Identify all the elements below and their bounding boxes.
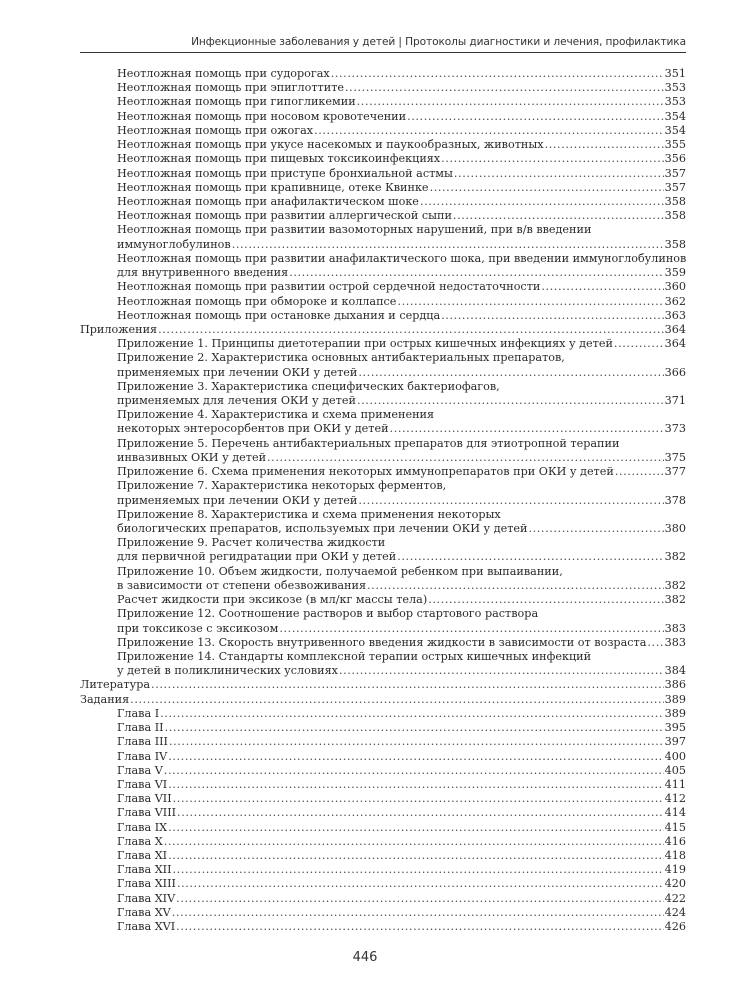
toc-entry-title: Глава XI xyxy=(117,849,168,863)
toc-entry-title: Глава III xyxy=(117,735,168,749)
toc-entry-title: Глава VI xyxy=(117,777,168,791)
dot-leader xyxy=(168,778,663,792)
toc-entry-page: 357 xyxy=(664,166,686,180)
dot-leader xyxy=(177,806,664,820)
toc-entry[interactable] xyxy=(80,124,686,138)
dot-leader xyxy=(345,81,664,95)
toc-entry-page: 420 xyxy=(664,877,686,891)
dot-leader xyxy=(168,750,663,764)
table-of-contents xyxy=(80,67,686,934)
toc-entry-title: Неотложная помощь при судорогах xyxy=(117,67,330,80)
dot-leader xyxy=(331,67,664,81)
toc-entry[interactable] xyxy=(80,152,686,166)
toc-entry-title: Глава VII xyxy=(117,792,172,806)
dot-leader xyxy=(160,707,664,721)
toc-entry-title: Неотложная помощь при носовом кровотечении xyxy=(117,109,407,123)
toc-entry-title: Неотложная помощь при остановке дыхания и сердца xyxy=(117,308,441,322)
toc-entry-page: 395 xyxy=(664,721,686,735)
toc-entry-title: Неотложная помощь при развитии аллергической сыпи xyxy=(117,209,452,223)
toc-entry-page: 422 xyxy=(664,891,686,905)
toc-entry-title: для внутривенного введения xyxy=(117,266,289,280)
toc-entry-leader-row xyxy=(117,195,686,209)
toc-entry[interactable] xyxy=(80,465,686,479)
toc-entry-leader-row xyxy=(117,735,686,749)
toc-entry[interactable] xyxy=(80,863,686,877)
toc-entry-leader-row xyxy=(117,451,686,465)
toc-entry-leader-row xyxy=(80,693,686,707)
toc-entry[interactable] xyxy=(80,764,686,778)
toc-entry-page: 424 xyxy=(664,905,686,919)
toc-entry[interactable] xyxy=(80,536,686,564)
dot-leader xyxy=(169,735,664,749)
toc-entry[interactable] xyxy=(80,750,686,764)
toc-entry[interactable] xyxy=(80,565,686,593)
dot-leader xyxy=(428,593,663,607)
toc-entry-title: Неотложная помощь при приступе бронхиальной астмы xyxy=(117,166,453,180)
toc-entry-title: Приложение 6. Схема применения некоторых иммунопрепаратов при ОКИ у детей xyxy=(117,465,614,479)
toc-entry-page: 383 xyxy=(664,621,686,635)
toc-entry-title-line: Приложение 2. Характеристика основных антибактериальных препаратов, xyxy=(117,351,565,365)
toc-entry-page: 354 xyxy=(664,123,686,137)
toc-entry-page: 364 xyxy=(664,322,686,336)
dot-leader xyxy=(397,295,663,309)
toc-entry-title: Неотложная помощь при обмороке и коллапсе xyxy=(117,294,397,308)
toc-entry-title-line: Приложение 3. Характеристика специфических бактериофагов, xyxy=(117,379,500,393)
dot-leader xyxy=(168,821,664,835)
toc-entry-leader-row xyxy=(117,138,686,152)
toc-entry[interactable] xyxy=(80,906,686,920)
dot-leader xyxy=(267,451,664,465)
toc-entry[interactable] xyxy=(80,380,686,408)
toc-entry-title-line: Приложение 7. Характеристика некоторых ферментов, xyxy=(117,479,447,493)
toc-entry-title: применяемых для лечения ОКИ у детей xyxy=(117,394,356,408)
toc-entry-title: Приложение 13. Скорость внутривенного введения жидкости в зависимости от возраста xyxy=(117,635,647,649)
toc-entry-title: Литература xyxy=(80,678,151,692)
toc-entry-page: 360 xyxy=(664,280,686,294)
toc-entry-page: 411 xyxy=(664,777,686,791)
toc-entry-leader-row xyxy=(117,95,686,109)
toc-entry-leader-row xyxy=(117,622,686,636)
toc-entry-leader-row xyxy=(117,124,686,138)
toc-entry-leader-row xyxy=(80,678,686,692)
toc-entry-leader-row xyxy=(117,465,686,479)
toc-entry-title-line: Приложение 14. Стандарты комплексной терапии острых кишечных инфекций xyxy=(117,649,592,663)
toc-entry-title: Глава XIII xyxy=(117,877,176,891)
toc-section-entry[interactable] xyxy=(80,678,686,692)
toc-entry-page: 373 xyxy=(664,422,686,436)
toc-entry-title: Глава XV xyxy=(117,905,171,919)
toc-entry-title-line: Неотложная помощь при развитии анафилактического шока, при введении иммуноглобулинов xyxy=(117,251,686,265)
toc-entry-title-line: Приложение 4. Характеристика и схема применения xyxy=(117,408,435,422)
toc-entry[interactable] xyxy=(80,67,686,81)
dot-leader xyxy=(164,764,664,778)
toc-entry-leader-row xyxy=(117,892,686,906)
toc-entry[interactable] xyxy=(80,792,686,806)
toc-entry-page: 416 xyxy=(664,834,686,848)
toc-entry-page: 397 xyxy=(664,735,686,749)
toc-entry-leader-row xyxy=(117,167,686,181)
toc-entry-leader-row xyxy=(117,209,686,223)
toc-entry-page: 380 xyxy=(664,522,686,535)
toc-entry[interactable] xyxy=(80,821,686,835)
toc-entry-leader-row xyxy=(117,337,686,351)
toc-entry-leader-row xyxy=(117,295,686,309)
toc-entry-title: Глава XII xyxy=(117,863,172,877)
toc-entry[interactable] xyxy=(80,835,686,849)
toc-entry[interactable] xyxy=(80,295,686,309)
toc-entry-leader-row xyxy=(117,67,686,81)
toc-entry[interactable] xyxy=(80,223,686,251)
toc-entry-leader-row xyxy=(117,806,686,820)
toc-entry-page: 382 xyxy=(664,550,686,564)
toc-entry-page: 377 xyxy=(664,465,686,479)
toc-entry-page: 353 xyxy=(664,95,686,109)
dot-leader xyxy=(232,238,664,252)
toc-entry-leader-row xyxy=(117,280,686,294)
toc-entry-title: Глава XIV xyxy=(117,891,176,905)
toc-entry[interactable] xyxy=(80,252,686,280)
toc-entry-leader-row xyxy=(117,110,686,124)
toc-entry-leader-row xyxy=(117,593,686,607)
toc-entry-leader-row xyxy=(117,835,686,849)
toc-entry-leader-row xyxy=(80,323,686,337)
toc-entry[interactable] xyxy=(80,209,686,223)
toc-entry-leader-row xyxy=(117,849,686,863)
toc-entry-leader-row xyxy=(117,309,686,323)
toc-entry-title: Задания xyxy=(80,692,130,706)
toc-entry-title: Глава I xyxy=(117,706,160,720)
toc-entry[interactable] xyxy=(80,636,686,650)
toc-entry-page: 371 xyxy=(664,394,686,408)
toc-entry[interactable] xyxy=(80,892,686,906)
toc-entry[interactable] xyxy=(80,408,686,436)
dot-leader xyxy=(647,636,663,650)
dot-leader xyxy=(545,138,664,152)
toc-entry-page: 400 xyxy=(664,749,686,763)
toc-entry-leader-row xyxy=(117,721,686,735)
toc-entry-page: 357 xyxy=(664,180,686,194)
toc-entry-page: 383 xyxy=(664,635,686,649)
dot-leader xyxy=(358,366,663,380)
toc-entry-leader-row xyxy=(117,238,686,252)
toc-entry-title-line: Приложение 10. Объем жидкости, получаемой ребенком при выпаивании, xyxy=(117,564,563,578)
toc-entry-title: Неотложная помощь при ожогах xyxy=(117,123,314,137)
toc-entry-page: 363 xyxy=(664,308,686,322)
toc-entry-title-line: Приложение 5. Перечень антибактериальных препаратов для этиотропной терапии xyxy=(117,436,620,450)
toc-entry-leader-row xyxy=(117,394,686,408)
toc-entry-leader-row xyxy=(117,664,686,678)
toc-entry-title: Глава II xyxy=(117,721,164,735)
dot-leader xyxy=(397,550,663,564)
dot-leader xyxy=(430,181,664,195)
toc-entry-leader-row xyxy=(117,792,686,806)
toc-entry[interactable] xyxy=(80,650,686,678)
toc-entry-title: Неотложная помощь при укусе насекомых и паукообразных, животных xyxy=(117,138,544,152)
toc-entry-leader-row xyxy=(117,636,686,650)
dot-leader xyxy=(176,892,663,906)
dot-leader xyxy=(172,906,664,920)
toc-entry-leader-row xyxy=(117,266,686,280)
toc-section-entry[interactable] xyxy=(80,323,686,337)
dot-leader xyxy=(164,835,664,849)
dot-leader xyxy=(367,579,664,593)
dot-leader xyxy=(173,863,664,877)
toc-entry-page: 359 xyxy=(664,266,686,280)
toc-entry[interactable] xyxy=(80,110,686,124)
toc-entry-title: Неотложная помощь при анафилактическом шоке xyxy=(117,194,419,208)
toc-entry-title: Глава XVI xyxy=(117,920,176,934)
toc-entry[interactable] xyxy=(80,351,686,379)
toc-entry[interactable] xyxy=(80,778,686,792)
toc-entry-title: Приложения xyxy=(80,322,158,336)
toc-entry-title: Неотложная помощь при пищевых токсикоинфекциях xyxy=(117,152,441,166)
dot-leader xyxy=(614,337,664,351)
dot-leader xyxy=(165,721,664,735)
toc-entry[interactable] xyxy=(80,607,686,635)
toc-entry-page: 353 xyxy=(664,81,686,95)
dot-leader xyxy=(541,280,663,294)
toc-entry-leader-row xyxy=(117,494,686,508)
dot-leader xyxy=(357,394,664,408)
toc-entry[interactable] xyxy=(80,920,686,934)
toc-entry-page: 418 xyxy=(664,849,686,863)
toc-entry-page: 358 xyxy=(664,237,686,251)
toc-entry[interactable] xyxy=(80,508,686,536)
dot-leader xyxy=(454,167,664,181)
toc-entry-page: 356 xyxy=(664,152,686,166)
toc-entry-leader-row xyxy=(117,422,686,436)
toc-entry-title: Приложение 1. Принципы диетотерапии при острых кишечных инфекциях у детей xyxy=(117,337,613,351)
toc-entry-leader-row xyxy=(117,579,686,593)
toc-entry-page: 414 xyxy=(664,806,686,820)
toc-entry-title: при токсикозе с эксикозом xyxy=(117,621,279,635)
toc-entry[interactable] xyxy=(80,593,686,607)
toc-entry-page: 382 xyxy=(664,578,686,592)
toc-entry-leader-row xyxy=(117,778,686,792)
toc-entry-leader-row xyxy=(117,152,686,166)
toc-entry-leader-row xyxy=(117,522,686,536)
dot-leader xyxy=(441,152,663,166)
toc-section-entry[interactable] xyxy=(80,693,686,707)
toc-entry-page: 412 xyxy=(664,792,686,806)
toc-entry-title: Глава IX xyxy=(117,820,168,834)
toc-entry-page: 419 xyxy=(664,863,686,877)
toc-entry-page: 389 xyxy=(664,706,686,720)
toc-entry-title: биологических препаратов, используемых при лечении ОКИ у детей xyxy=(117,522,528,535)
toc-entry[interactable] xyxy=(80,280,686,294)
toc-entry-leader-row xyxy=(117,764,686,778)
toc-entry[interactable] xyxy=(80,95,686,109)
toc-entry-title: иммуноглобулинов xyxy=(117,237,231,251)
toc-entry-title: Глава VIII xyxy=(117,806,177,820)
toc-entry[interactable] xyxy=(80,437,686,465)
toc-entry-title: применяемых при лечении ОКИ у детей xyxy=(117,493,358,507)
toc-entry[interactable] xyxy=(80,138,686,152)
toc-entry[interactable] xyxy=(80,195,686,209)
toc-entry-page: 426 xyxy=(664,920,686,934)
toc-entry-page: 378 xyxy=(664,493,686,507)
toc-entry-page: 375 xyxy=(664,450,686,464)
toc-entry-page: 386 xyxy=(664,678,686,692)
dot-leader xyxy=(339,664,664,678)
toc-entry-page: 354 xyxy=(664,109,686,123)
dot-leader xyxy=(407,110,664,124)
toc-entry-title: некоторых энтеросорбентов при ОКИ у детей xyxy=(117,422,389,436)
toc-entry[interactable] xyxy=(80,707,686,721)
toc-entry-leader-row xyxy=(117,550,686,564)
dot-leader xyxy=(173,792,664,806)
toc-entry-leader-row xyxy=(117,863,686,877)
running-title: Инфекционные заболевания у детей | Протоколы диагностики и лечения, профилактика xyxy=(191,36,686,48)
toc-entry-title: Неотложная помощь при эпиглоттите xyxy=(117,81,345,95)
dot-leader xyxy=(151,678,664,692)
toc-entry-page: 358 xyxy=(664,209,686,223)
toc-entry[interactable] xyxy=(80,479,686,507)
dot-leader xyxy=(314,124,664,138)
toc-entry-leader-row xyxy=(117,750,686,764)
toc-entry-leader-row xyxy=(117,181,686,195)
dot-leader xyxy=(289,266,663,280)
dot-leader xyxy=(358,494,663,508)
dot-leader xyxy=(176,920,663,934)
dot-leader xyxy=(615,465,664,479)
toc-entry-page: 351 xyxy=(664,67,686,80)
toc-entry-page: 382 xyxy=(664,593,686,607)
toc-entry-leader-row xyxy=(117,906,686,920)
toc-entry-page: 415 xyxy=(664,820,686,834)
toc-entry-title-line: Приложение 9. Расчет количества жидкости xyxy=(117,536,386,550)
dot-leader xyxy=(168,849,664,863)
toc-entry-page: 355 xyxy=(664,138,686,152)
toc-entry[interactable] xyxy=(80,181,686,195)
toc-entry[interactable] xyxy=(80,849,686,863)
running-header xyxy=(80,34,686,53)
toc-entry-leader-row xyxy=(117,920,686,934)
toc-entry-page: 384 xyxy=(664,664,686,678)
dot-leader xyxy=(390,422,664,436)
dot-leader xyxy=(420,195,664,209)
toc-entry-title-line: Неотложная помощь при развитии вазомоторных нарушений, при в/в введении xyxy=(117,223,592,237)
dot-leader xyxy=(279,622,663,636)
toc-entry-title: применяемых при лечении ОКИ у детей xyxy=(117,365,358,379)
toc-entry-leader-row xyxy=(117,707,686,721)
toc-entry-title: в зависимости от степени обезвоживания xyxy=(117,578,367,592)
toc-entry-title: Неотложная помощь при развитии острой сердечной недостаточности xyxy=(117,280,541,294)
toc-entry[interactable] xyxy=(80,337,686,351)
dot-leader xyxy=(158,323,664,337)
toc-entry[interactable] xyxy=(80,167,686,181)
toc-entry-title: для первичной регидратации при ОКИ у детей xyxy=(117,550,397,564)
toc-entry[interactable] xyxy=(80,877,686,891)
dot-leader xyxy=(528,522,663,536)
dot-leader xyxy=(357,95,664,109)
toc-entry-page: 405 xyxy=(664,763,686,777)
dot-leader xyxy=(453,209,664,223)
toc-entry[interactable] xyxy=(80,721,686,735)
toc-entry-leader-row xyxy=(117,821,686,835)
toc-entry-page: 364 xyxy=(664,337,686,351)
toc-entry-title: Неотложная помощь при гипогликемии xyxy=(117,95,356,109)
toc-entry[interactable] xyxy=(80,735,686,749)
dot-leader xyxy=(441,309,664,323)
toc-entry[interactable] xyxy=(80,806,686,820)
toc-entry[interactable] xyxy=(80,81,686,95)
toc-entry-title: Неотложная помощь при крапивнице, отеке Квинке xyxy=(117,180,429,194)
toc-entry-page: 362 xyxy=(664,294,686,308)
toc-entry-title: Расчет жидкости при эксикозе (в мл/кг массы тела) xyxy=(117,593,428,607)
toc-entry-leader-row xyxy=(117,877,686,891)
toc-entry[interactable] xyxy=(80,309,686,323)
toc-entry-title: Глава IV xyxy=(117,749,168,763)
dot-leader xyxy=(130,693,663,707)
page-number: 446 xyxy=(352,950,378,965)
toc-entry-title: Глава V xyxy=(117,763,163,777)
dot-leader xyxy=(177,877,664,891)
toc-entry-title: у детей в поликлинических условиях xyxy=(117,664,338,678)
toc-entry-page: 358 xyxy=(664,194,686,208)
toc-entry-title-line: Приложение 8. Характеристика и схема применения некоторых xyxy=(117,507,501,521)
toc-entry-page: 389 xyxy=(664,692,686,706)
toc-entry-title: инвазивных ОКИ у детей xyxy=(117,450,267,464)
toc-entry-title-line: Приложение 12. Соотношение растворов и выбор стартового раствора xyxy=(117,607,539,621)
toc-entry-title: Глава X xyxy=(117,834,163,848)
toc-entry-leader-row xyxy=(117,366,686,380)
toc-entry-page: 366 xyxy=(664,365,686,379)
toc-entry-leader-row xyxy=(117,81,686,95)
